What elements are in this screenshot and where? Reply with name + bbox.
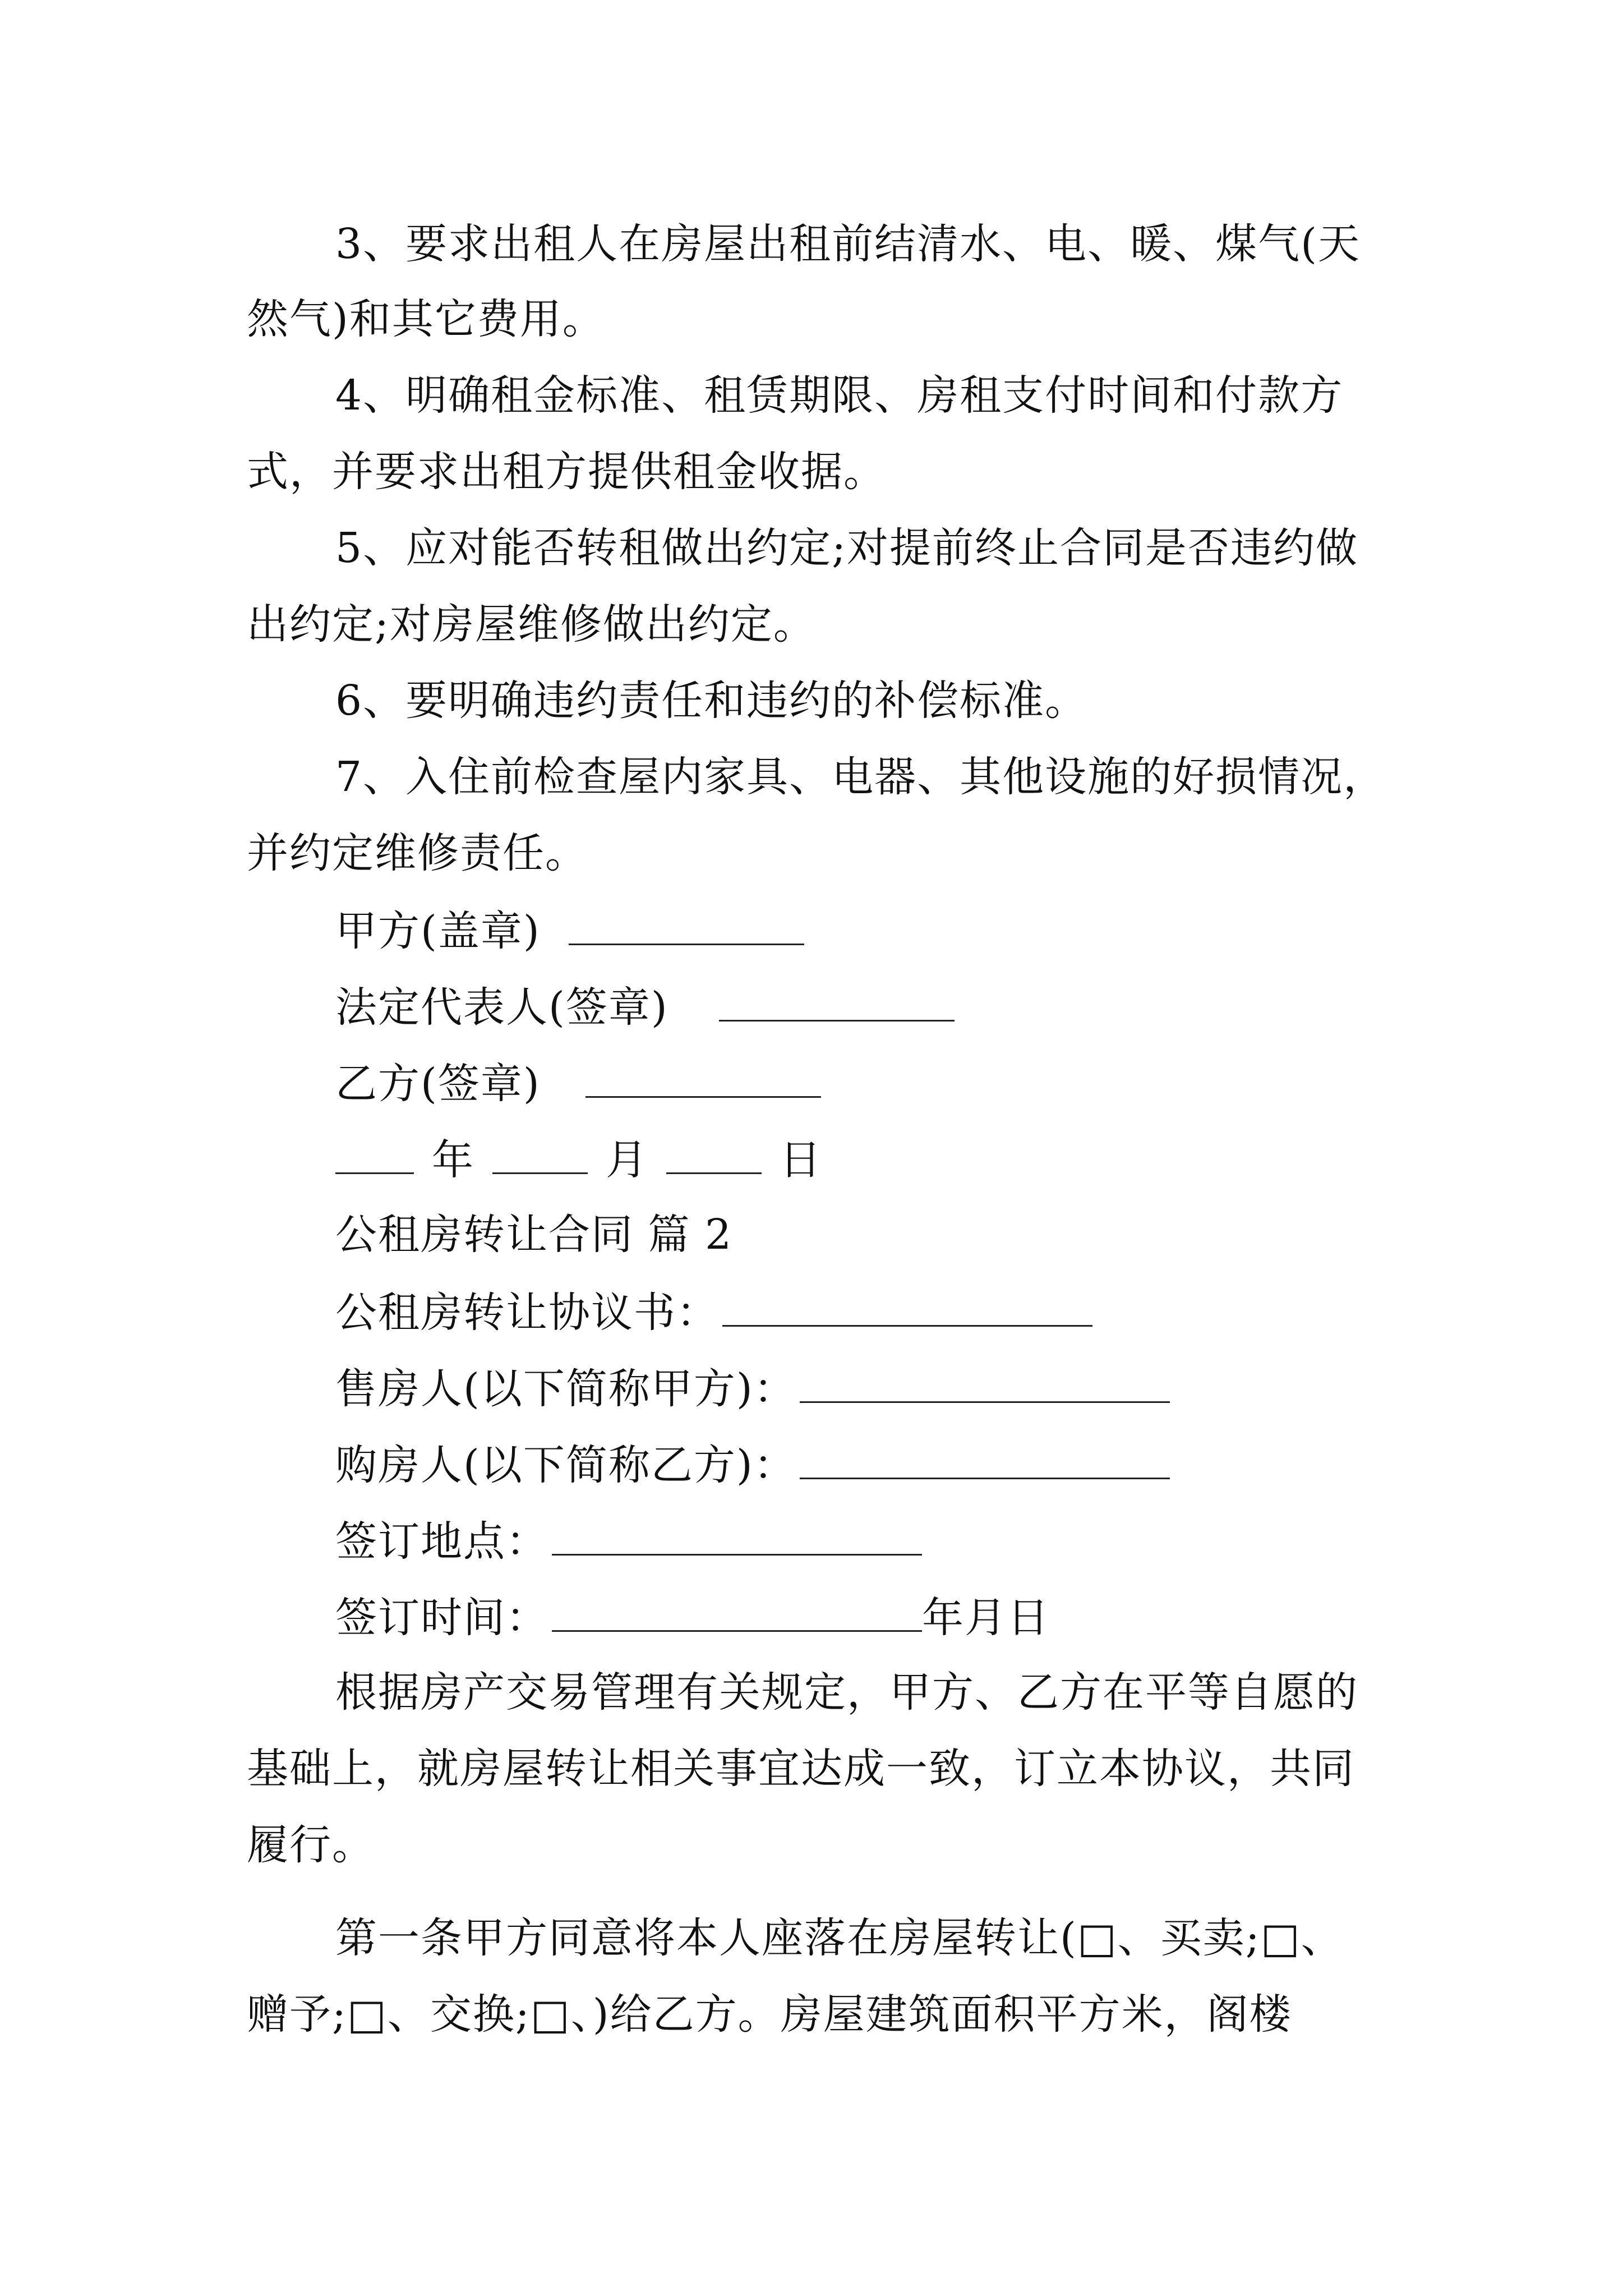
paragraph-3-line-2: 然气)和其它费用。 [247, 295, 605, 343]
intro-line-2: 基础上，就房屋转让相关事宜达成一致，订立本协议，共同 [247, 1745, 1355, 1793]
date-row [335, 1136, 1479, 1184]
party-a-blank[interactable] [569, 909, 804, 945]
party-a-signature-row [335, 907, 1479, 955]
month-label: 月 [606, 1136, 648, 1184]
sign-time-label: 签订时间： [335, 1594, 548, 1642]
buyer-label: 购房人(以下简称乙方)： [335, 1441, 796, 1489]
article-1-line-1: 第一条甲方同意将本人座落在房屋转让(□、买卖;□、 [335, 1914, 1344, 1962]
sign-time-suffix: 年月日 [922, 1594, 1050, 1642]
seller-label: 售房人(以下简称甲方)： [335, 1365, 796, 1413]
party-b-signature-row [335, 1060, 1479, 1108]
sign-time-row [335, 1594, 1479, 1642]
sign-place-row [335, 1517, 1479, 1566]
year-label: 年 [432, 1136, 474, 1184]
month-blank[interactable] [492, 1138, 588, 1174]
section-2-heading: 公租房转让合同 篇 2 [335, 1211, 733, 1259]
paragraph-7-line-1: 7、入住前检查屋内家具、电器、其他设施的好损情况， [335, 753, 1386, 801]
day-label: 日 [780, 1136, 822, 1184]
buyer-row [335, 1441, 1479, 1489]
year-blank[interactable] [335, 1138, 414, 1174]
paragraph-4-line-1: 4、明确租金标准、租赁期限、房租支付时间和付款方 [335, 371, 1344, 420]
seller-row [335, 1365, 1479, 1413]
buyer-blank[interactable] [800, 1443, 1170, 1479]
paragraph-6-line-1: 6、要明确违约责任和违约的补偿标准。 [335, 677, 1088, 725]
day-blank[interactable] [666, 1138, 762, 1174]
legal-rep-label: 法定代表人(签章) [335, 983, 668, 1032]
party-a-label: 甲方(盖章) [335, 907, 541, 955]
article-1-line-2: 赠予;□、交换;□、)给乙方。房屋建筑面积平方米，阁楼 [247, 1990, 1292, 2039]
sign-place-blank[interactable] [552, 1519, 922, 1556]
paragraph-3-line-1: 3、要求出租人在房屋出租前结清水、电、暖、煤气(天 [335, 220, 1361, 268]
paragraph-5-line-1: 5、应对能否转租做出约定;对提前终止合同是否违约做 [335, 524, 1359, 572]
intro-line-1: 根据房产交易管理有关规定，甲方、乙方在平等自愿的 [335, 1668, 1358, 1717]
paragraph-5-line-2: 出约定;对房屋维修做出约定。 [247, 600, 816, 648]
intro-line-3: 履行。 [247, 1821, 375, 1869]
agreement-title-blank[interactable] [722, 1290, 1092, 1327]
paragraph-4-line-2: 式，并要求出租方提供租金收据。 [247, 448, 886, 496]
legal-rep-signature-row [335, 983, 1479, 1032]
agreement-title-row [335, 1289, 1479, 1337]
party-b-blank[interactable] [585, 1061, 821, 1098]
paragraph-7-line-2: 并约定维修责任。 [247, 829, 588, 877]
agreement-title-label: 公租房转让协议书： [335, 1289, 719, 1337]
sign-time-blank[interactable] [552, 1595, 922, 1632]
sign-place-label: 签订地点： [335, 1517, 548, 1566]
party-b-label: 乙方(签章) [335, 1060, 541, 1108]
seller-blank[interactable] [800, 1366, 1170, 1403]
legal-rep-blank[interactable] [719, 985, 955, 1022]
